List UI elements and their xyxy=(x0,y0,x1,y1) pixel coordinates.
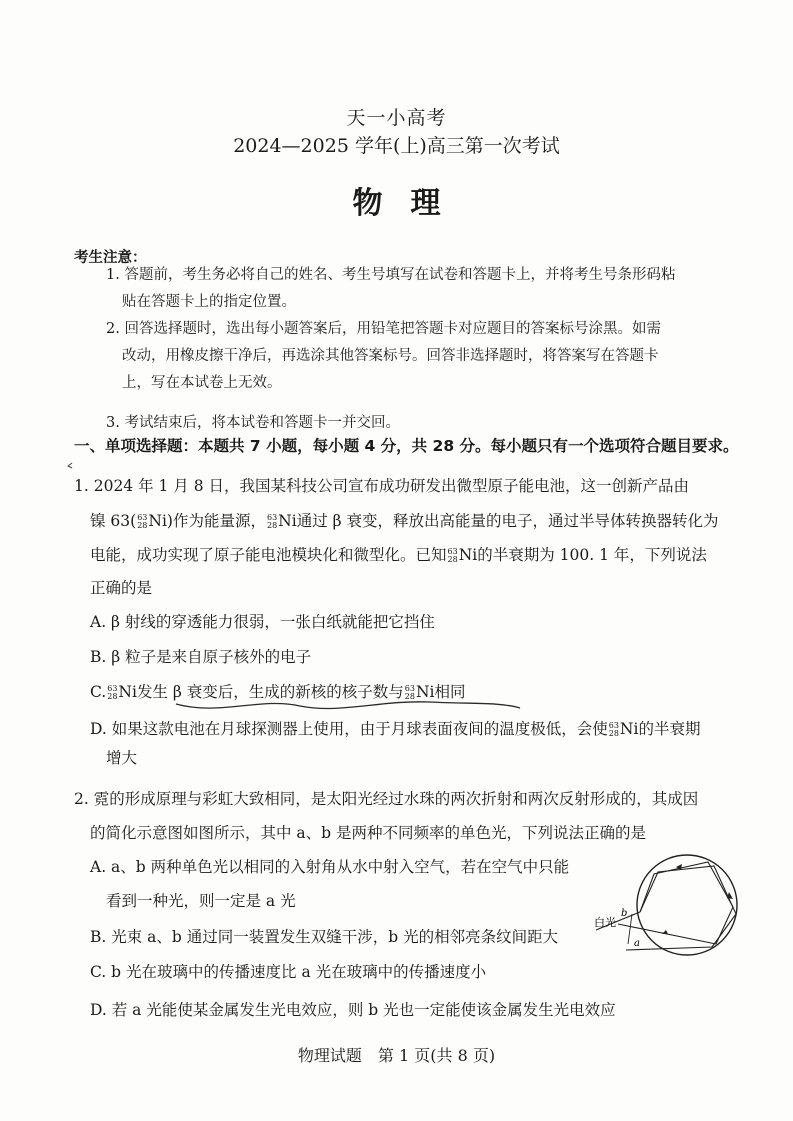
subject-title: 物理 xyxy=(352,186,469,221)
ray-a-tail xyxy=(628,914,632,944)
note-1-line-2: 贴在答题卡上的指定位置。 xyxy=(122,294,296,310)
page-footer: 物理试题 第 1 页(共 8 页) xyxy=(297,1046,496,1065)
droplet-circle xyxy=(637,855,737,955)
section-heading: 一、单项选择题：本题共 7 小题，每小题 4 分，共 28 分。每小题只有一个选项符合题目要求。 xyxy=(74,437,739,455)
note-2-line-1: 2. 回答选择题时，选出每小题答案后，用铅笔把答题卡对应题目的答案标号涂黑。如需 xyxy=(106,321,661,337)
q2-option-a-line-2: 看到一种光，则一定是 a 光 xyxy=(106,892,296,910)
note-2-line-2: 改动，用橡皮擦干净后，再选涂其他答案标号。回答非选择题时，将答案写在答题卡 xyxy=(122,348,659,364)
brand-title: 天一小高考 xyxy=(346,107,447,129)
arrow-head xyxy=(727,892,733,899)
q2-option-d: D. 若 a 光能使某金属发生光电效应，则 b 光也一定能使该金属发生光电效应 xyxy=(90,1001,616,1019)
q2-stem-line-1: 2. 霓的形成原理与彩虹大致相同，是太阳光经过水珠的两次折射和两次反射形成的，其成因 xyxy=(74,790,699,808)
q1-stem-line-2: 镍 63( 63 28 Ni)作为能量源， 63 28 Ni通过 β 衰变，释放出高能量的电子，通过半导体转换器转化为 xyxy=(90,512,719,530)
nuclide-symbol: 63 28 xyxy=(608,721,619,738)
q2-option-c: C. b 光在玻璃中的传播速度比 a 光在玻璃中的传播速度小 xyxy=(90,963,487,981)
q2-stem-line-2: 的简化示意图如图所示，其中 a、b 是两种不同频率的单色光，下列说法正确的是 xyxy=(90,824,647,842)
nuclide-symbol: 63 28 xyxy=(447,547,458,564)
q1-option-d-line-2: 增大 xyxy=(106,749,138,767)
q1-option-a: A. β 射线的穿透能力很弱，一张白纸就能把它挡住 xyxy=(90,613,435,631)
nuclide-symbol: 63 28 xyxy=(107,684,118,701)
q1-stem-line-4: 正确的是 xyxy=(90,579,153,597)
notes-heading: 考生注意： xyxy=(74,250,147,266)
q1-option-b: B. β 粒子是来自原子核外的电子 xyxy=(90,648,312,666)
q1-option-c: C. 63 28 Ni发生 β 衰变后，生成的新核的核子数与 63 28 Ni相同 xyxy=(90,683,466,701)
nuclide-symbol: 63 28 xyxy=(404,684,415,701)
ray-a-inner xyxy=(640,866,736,947)
q1-stem-line-1: 1. 2024 年 1 月 8 日，我国某科技公司宣布成功研发出微型原子能电池，这一创新产品由 xyxy=(74,477,690,495)
q2-option-a-line-1: A. a、b 两种单色光以相同的入射角从水中射入空气，若在空气中只能 xyxy=(90,858,570,876)
note-1-line-1: 1. 答题前，考生务必将自己的姓名、考生号填写在试卷和答题卡上，并将考生号条形码粘 xyxy=(106,267,676,283)
exam-title: 2024—2025 学年(上)高三第一次考试 xyxy=(233,135,560,157)
arrow-head xyxy=(662,930,668,934)
label-white-light: 白光 xyxy=(594,916,616,929)
q1-stem-line-3: 电能，成功实现了原子能电池模块化和微型化。已知 63 28 Ni的半衰期为 100. 1 年，下列说法 xyxy=(90,546,707,564)
label-a: a xyxy=(634,938,640,949)
droplet-figure xyxy=(588,852,748,962)
note-2-line-3: 上，写在本试卷上无效。 xyxy=(122,375,282,391)
nuclide-symbol: 63 28 xyxy=(137,513,148,530)
q1-option-d-line-1: D. 如果这款电池在月球探测器上使用，由于月球表面夜间的温度极低，会使 63 28 Ni的半衰期 xyxy=(90,720,701,738)
q2-option-b: B. 光束 a、b 通过同一装置发生双缝干涉，b 光的相邻亮条纹间距大 xyxy=(90,928,559,946)
label-b: b xyxy=(621,908,628,919)
note-3: 3. 考试结束后，将本试卷和答题卡一并交回。 xyxy=(106,415,400,431)
nuclide-symbol: 63 28 xyxy=(266,513,278,530)
q1-l2a: 镍 63( xyxy=(90,512,137,530)
